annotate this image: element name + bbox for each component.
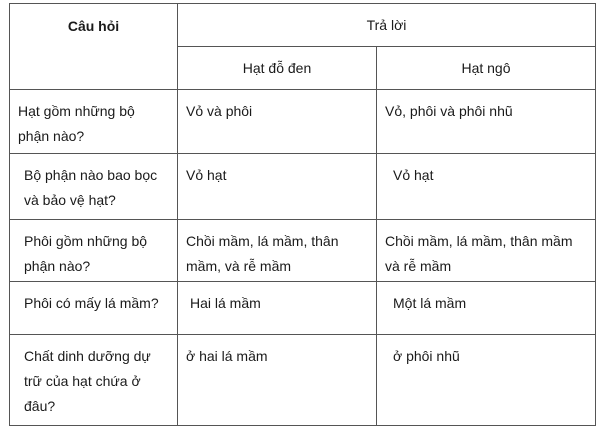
header-answer: Trả lời	[178, 4, 596, 47]
table-row	[10, 220, 596, 282]
table-row	[10, 154, 596, 220]
header-row	[10, 4, 596, 47]
bean-answer-cell: Chồi mầm, lá mầm, thân mầm, và rễ mầm	[178, 220, 377, 282]
question-cell: Phôi có mấy lá mầm?	[10, 282, 178, 335]
table-row	[10, 90, 596, 154]
bean-answer-cell: ở hai lá mầm	[178, 335, 377, 426]
question-cell: Bộ phận nào bao bọc và bảo vệ hạt?	[10, 154, 178, 220]
table-row	[10, 282, 596, 335]
header-corn: Hạt ngô	[377, 47, 596, 90]
corn-answer-cell: Chồi mầm, lá mầm, thân mầm và rễ mầm	[377, 220, 596, 282]
comparison-table	[9, 3, 596, 426]
bean-answer-cell: Vỏ và phôi	[178, 90, 377, 154]
question-cell: Phôi gồm những bộ phận nào?	[10, 220, 178, 282]
corn-answer-cell: Vỏ hạt	[377, 154, 596, 220]
corn-answer-cell: Một lá mầm	[377, 282, 596, 335]
bean-answer-cell: Vỏ hạt	[178, 154, 377, 220]
table-row	[10, 335, 596, 426]
corn-answer-cell: ở phôi nhũ	[377, 335, 596, 426]
header-bean: Hạt đỗ đen	[178, 47, 377, 90]
corn-answer-cell: Vỏ, phôi và phôi nhũ	[377, 90, 596, 154]
question-cell: Hạt gồm những bộ phận nào?	[10, 90, 178, 154]
bean-answer-cell: Hai lá mầm	[178, 282, 377, 335]
header-question: Câu hỏi	[10, 4, 178, 90]
question-cell: Chất dinh dưỡng dự trữ của hạt chứa ở đâu?	[10, 335, 178, 426]
